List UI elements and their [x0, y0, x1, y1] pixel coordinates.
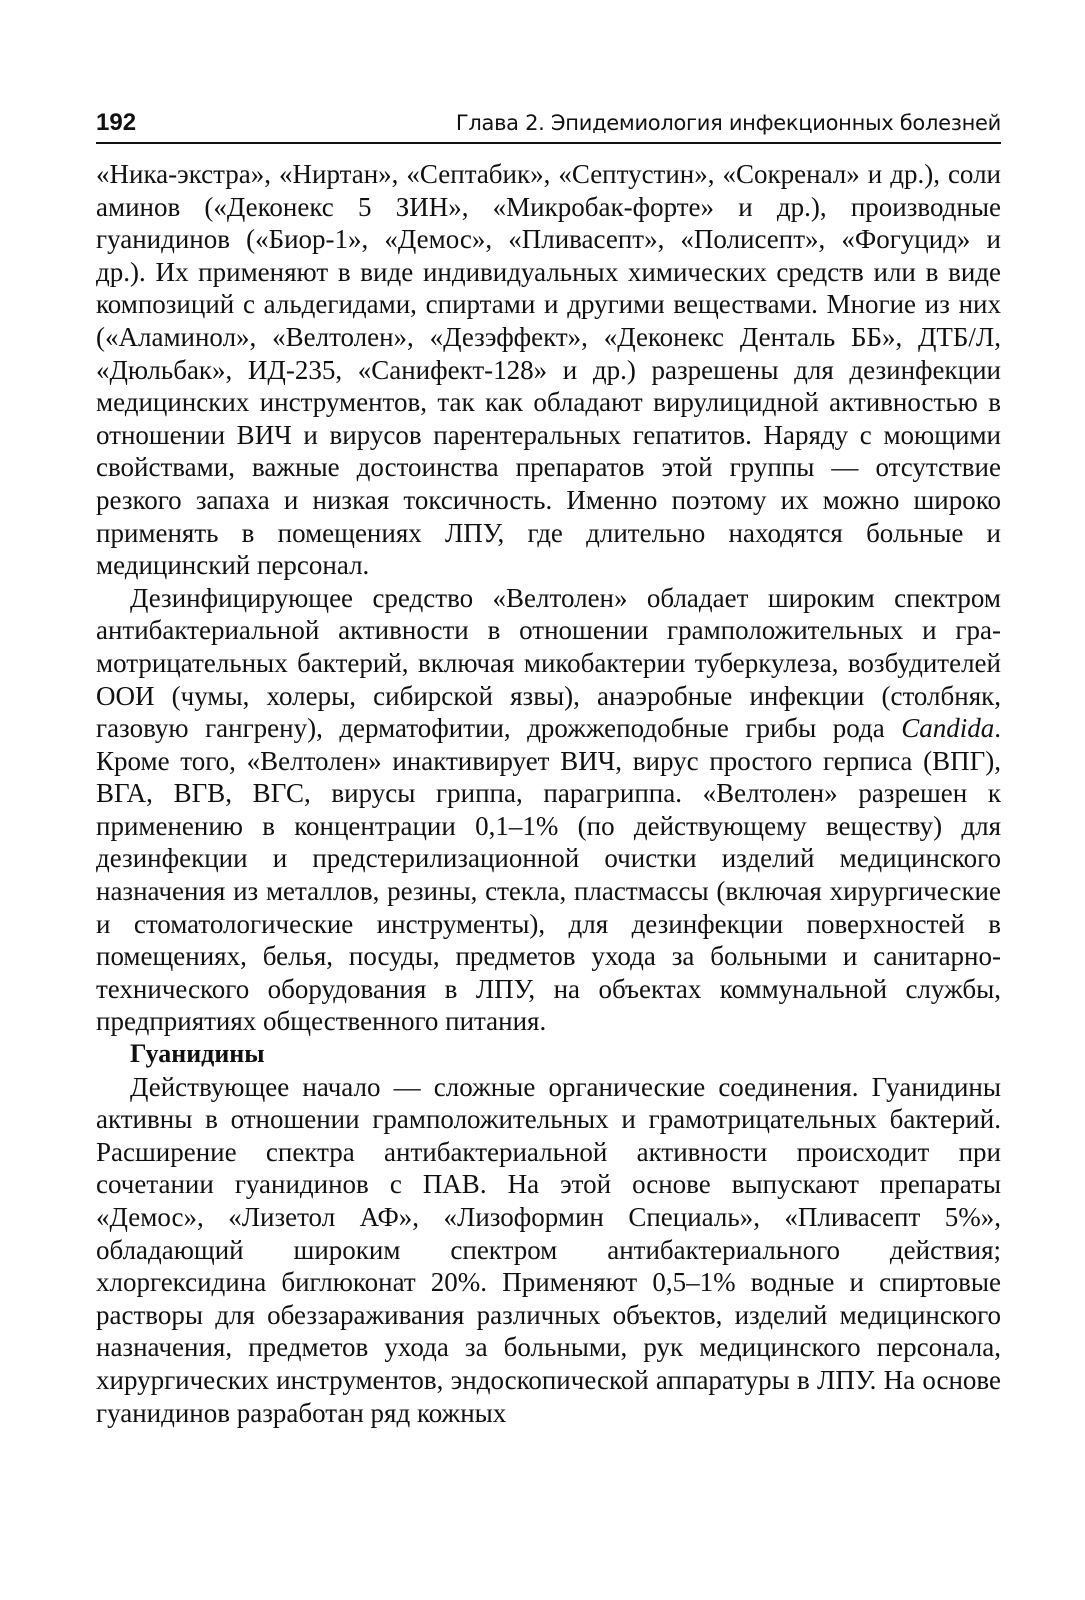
paragraph-guanidines: Действующее начало — сложные органические соединения. Гуанидины активны в отношении грамположительных и грамотрицательных бактерий. Расширение спектра антибактериальной активности происходит при сочетании гуанидинов с ПАВ. На этой основе выпускают препараты «Демос», «Лизетол АФ», «Лизоформин Специаль», «Пливасепт 5%», обладающий широким спектром антибактериального действия; хлоргексидина биглюконат 20%. Применяют 0,5–1% водные и спиртовые растворы для обеззараживания различных объектов, изделий медицинского назначения, предметов ухода за больными, рук медицинского персонала, хирургических инструментов, эндоскопической аппаратуры в ЛПУ. На основе гуанидинов разработан ряд кожных [96, 1071, 1001, 1428]
paragraph-veltolen-part-1: Дезинфицирующее средство «Велтолен» обладает широким спектром антибактериальной активности в отношении грамположительных и грамотрицательных бактерий, включая микобактерии туберкулеза, возбудителей ООИ (чумы, холеры, сибирской язвы), анаэробные инфекции (столбняк, газовую гангрену), дерматофитии, дрожжеподобные грибы рода [96, 582, 1001, 744]
paragraph-veltolen [96, 582, 1001, 1038]
running-header [96, 108, 1001, 144]
paragraph-veltolen-part-2: . Кроме того, «Велтолен» инактивирует ВИЧ, вирус простого герписа (ВПГ), ВГА, ВГВ, ВГС, вирусы гриппа, парагриппа. «Велтолен» разрешен к применению в концентрации 0,1–1% (по действующему веществу) для дезинфекции и предстерилизационной очистки изделий медицинского назначения из металлов, резины, стекла, пластмассы (включая хирургические и стоматологические инструменты), для дезинфекции поверхностей в помещениях, белья, посуды, предметов ухода за больными и санитарно-технического оборудования в ЛПУ, на объектах коммунальной службы, предприятиях общественного питания. [96, 713, 1001, 1037]
body-text [96, 158, 1001, 1429]
page-number: 192 [96, 109, 137, 136]
section-heading-guanidines: Гуанидины [130, 1039, 265, 1069]
chapter-title: Глава 2. Эпидемиология инфекционных болезней [455, 111, 1001, 135]
paragraph-continuation: «Ника-экстра», «Ниртан», «Септабик», «Септустин», «Сокренал» и др.), соли аминов («Деконекс 5 ЗИН», «Микробак-форте» и др.), производные гуанидинов («Биор-1», «Демос», «Пливасепт», «Полисепт», «Фогуцид» и др.). Их применяют в виде индивидуальных химических средств или в виде композиций с альдегидами, спиртами и другими веществами. Многие из них («Аламинол», «Велтолен», «Дезэффект», «Деконекс Денталь ББ», ДТБ/Л, «Дюльбак», ИД-235, «Санифект-128» и др.) разрешены для дезинфекции медицинских инструментов, так как обладают вирулицидной активностью в отношении ВИЧ и вирусов парентеральных гепатитов. Наряду с моющими свойствами, важные достоинства препаратов этой группы — отсутствие резкого запаха и низкая токсичность. Именно поэтому их можно широко применять в помещениях ЛПУ, где длительно находятся больные и медицинский персонал. [96, 159, 1001, 581]
candida-term: Candida [901, 713, 995, 744]
